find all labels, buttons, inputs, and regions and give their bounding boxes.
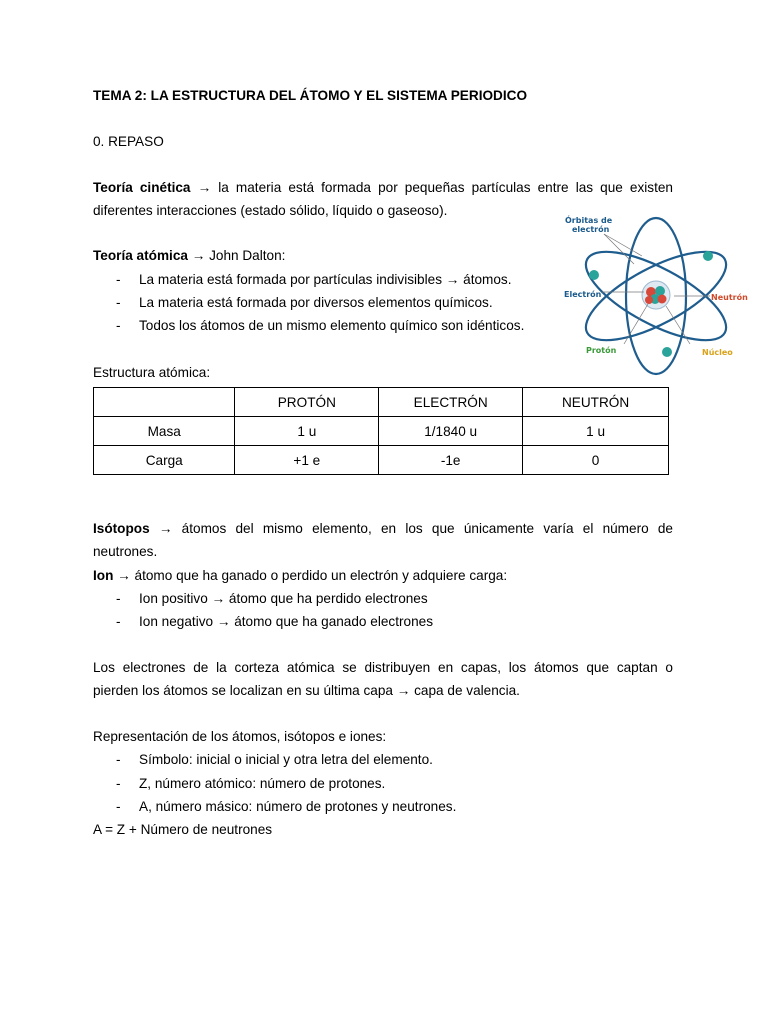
table-row xyxy=(94,446,669,475)
electrons-text-2: pierden los átomos se localizan en su última capa → capa de valencia. xyxy=(93,683,520,698)
atomic-theory-term: Teoría atómica xyxy=(93,248,188,263)
table-cell: Carga xyxy=(94,446,235,475)
isotopes-text-2: neutrones. xyxy=(93,544,158,559)
table-cell: -1e xyxy=(379,446,523,475)
table-cell: +1 e xyxy=(235,446,379,475)
bullet-dash: - xyxy=(116,776,121,791)
ion-heading xyxy=(93,567,507,584)
bullet-dash: - xyxy=(116,591,121,606)
table-header-cell: PROTÓN xyxy=(235,388,379,417)
atomic-theory-author: → John Dalton: xyxy=(187,248,286,263)
proton-label: Protón xyxy=(586,346,617,355)
representation-item: Z, número atómico: número de protones. xyxy=(139,776,386,791)
isotopes-paragraph xyxy=(93,517,673,563)
ion-item: Ion negativo → átomo que ha ganado electrones xyxy=(139,614,433,629)
table-cell: 1 u xyxy=(235,417,379,446)
table-header-cell xyxy=(94,388,235,417)
ion-definition: → átomo que ha ganado o perdido un electrón y adquiere carga: xyxy=(113,568,508,583)
table-row xyxy=(94,417,669,446)
kinetic-theory-term: Teoría cinética xyxy=(93,180,191,195)
atom-diagram xyxy=(556,210,752,376)
bullet-dash: - xyxy=(116,295,121,310)
table-cell: Masa xyxy=(94,417,235,446)
kinetic-theory-text-2: diferentes interacciones (estado sólido, líquido o gaseoso). xyxy=(93,203,448,218)
electron-dot xyxy=(703,251,713,261)
table-header-cell: ELECTRÓN xyxy=(379,388,523,417)
section-heading: 0. REPASO xyxy=(93,134,164,149)
bullet-dash: - xyxy=(116,614,121,629)
table-cell: 1/1840 u xyxy=(379,417,523,446)
representation-item: A, número másico: número de protones y neutrones. xyxy=(139,799,457,814)
mass-number-formula: A = Z + Número de neutrones xyxy=(93,822,273,837)
nucleus xyxy=(642,281,670,309)
representation-item: Símbolo: inicial o inicial y otra letra del elemento. xyxy=(139,752,433,767)
atomic-theory-item: La materia está formada por partículas indivisibles → átomos. xyxy=(139,272,512,287)
orbits-label-line1: Órbitas de xyxy=(565,216,613,225)
isotopes-term: Isótopos xyxy=(93,521,150,536)
table-cell: 1 u xyxy=(523,417,669,446)
table-header-row xyxy=(94,388,669,417)
atomic-theory-heading xyxy=(93,247,285,264)
structure-label: Estructura atómica: xyxy=(93,365,211,380)
isotopes-text-1: → átomos del mismo elemento, en los que únicamente varía el número de xyxy=(149,521,673,536)
representation-label: Representación de los átomos, isótopos e iones: xyxy=(93,729,387,744)
electron-dot xyxy=(662,347,672,357)
page-title: TEMA 2: LA ESTRUCTURA DEL ÁTOMO Y EL SISTEMA PERIODICO xyxy=(93,88,528,103)
electrons-paragraph xyxy=(93,656,673,702)
bullet-dash: - xyxy=(116,272,121,287)
electrons-text-1: Los electrones de la corteza atómica se distribuyen en capas, los átomos que captan o xyxy=(93,660,673,675)
ion-term: Ion xyxy=(93,568,114,583)
table-header-cell: NEUTRÓN xyxy=(523,388,669,417)
bullet-dash: - xyxy=(116,799,121,814)
atomic-structure-table xyxy=(93,387,669,475)
ion-item: Ion positivo → átomo que ha perdido electrones xyxy=(139,591,428,606)
orbits-label-line2: electrón xyxy=(572,225,610,234)
table-cell: 0 xyxy=(523,446,669,475)
atomic-theory-item: Todos los átomos de un mismo elemento químico son idénticos. xyxy=(139,318,525,333)
electron-dot xyxy=(589,270,599,280)
kinetic-theory-text-1: → la materia está formada por pequeñas partículas entre las que existen xyxy=(190,180,673,195)
neutron-label: Neutrón xyxy=(711,293,748,302)
electron-label: Electrón xyxy=(564,290,602,299)
bullet-dash: - xyxy=(116,318,121,333)
atomic-theory-item: La materia está formada por diversos elementos químicos. xyxy=(139,295,493,310)
nucleus-label: Núcleo xyxy=(702,348,733,357)
bullet-dash: - xyxy=(116,752,121,767)
